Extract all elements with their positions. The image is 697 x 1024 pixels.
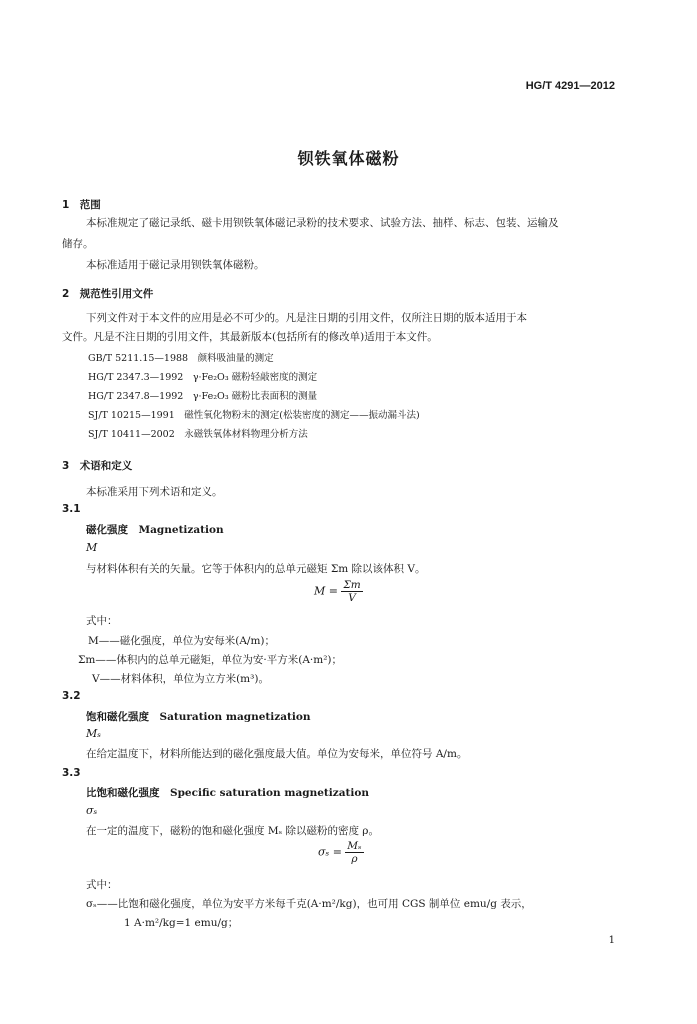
clause-3-1-term: 磁化强度 Magnetization (86, 524, 224, 536)
formula-lhs: σₛ = (318, 845, 342, 859)
clause-3-3-number: 3.3 (62, 767, 81, 779)
normative-reference: GB/T 5211.15—1988 颜料吸油量的测定 (88, 353, 274, 364)
formula-denominator: V (348, 592, 356, 604)
section-1-heading: 1 范围 (62, 199, 101, 211)
formula-magnetization (314, 579, 363, 604)
formula-numerator: Σm (343, 579, 361, 591)
clause-3-1-number: 3.1 (62, 503, 81, 515)
normative-reference: SJ/T 10411—2002 永磁铁氧体材料物理分析方法 (88, 429, 308, 440)
clause-3-3-where-item: σₛ——比饱和磁化强度，单位为安平方米每千克(A·m²/kg)，也可用 CGS 制单位 emu/g 表示， (86, 898, 532, 910)
clause-3-3-where-label: 式中： (86, 879, 118, 891)
section-2-heading: 2 规范性引用文件 (62, 288, 154, 300)
clause-3-1-where-item: V——材料体积，单位为立方米(m³)。 (92, 673, 269, 685)
clause-3-2-number: 3.2 (62, 690, 81, 702)
clause-3-3-symbol: σₛ (86, 804, 98, 817)
clause-3-1-where-item: Σm——体积内的总单元磁矩，单位为安·平方米(A·m²)； (78, 654, 342, 666)
standard-number: HG/T 4291—2012 (525, 80, 615, 92)
formula-fraction (345, 840, 363, 865)
document-title: 钡铁氧体磁粉 (297, 149, 400, 168)
section-1-paragraph-2: 本标准适用于磁记录用钡铁氧体磁粉。 (86, 259, 265, 271)
section-1-paragraph-1-line-1: 本标准规定了磁记录纸、磁卡用钡铁氧体磁记录粉的技术要求、试验方法、抽样、标志、包装、运输及 (86, 217, 559, 229)
clause-3-2-symbol: Mₛ (86, 727, 101, 740)
section-2-paragraph-line-1: 下列文件对于本文件的应用是必不可少的。凡是注日期的引用文件，仅所注日期的版本适用于本 (86, 312, 527, 324)
section-3-intro: 本标准采用下列术语和定义。 (86, 486, 223, 498)
clause-3-1-definition: 与材料体积有关的矢量。它等于体积内的总单元磁矩 Σm 除以该体积 V。 (86, 563, 426, 575)
clause-3-3-definition: 在一定的温度下，磁粉的饱和磁化强度 Mₛ 除以磁粉的密度 ρ。 (86, 825, 379, 837)
formula-numerator: Mₛ (347, 840, 362, 852)
normative-reference: HG/T 2347.8—1992 γ·Fe₂O₃ 磁粉比表面积的测量 (88, 391, 318, 402)
clause-3-1-symbol: M (86, 541, 98, 554)
formula-lhs: M = (314, 584, 338, 598)
normative-reference: SJ/T 10215—1991 磁性氧化物粉末的测定(松装密度的测定——振动漏斗法) (88, 410, 420, 421)
section-2-paragraph-line-2: 文件。凡是不注日期的引用文件，其最新版本(包括所有的修改单)适用于本文件。 (62, 331, 438, 343)
clause-3-2-definition: 在给定温度下，材料所能达到的磁化强度最大值。单位为安每米，单位符号 A/m。 (86, 748, 468, 760)
formula-fraction (341, 579, 362, 604)
clause-3-3-term: 比饱和磁化强度 Specific saturation magnetization (86, 787, 369, 799)
normative-reference: HG/T 2347.3—1992 γ·Fe₂O₃ 磁粉轻敲密度的测定 (88, 372, 318, 383)
page-number: 1 (608, 935, 615, 946)
section-1-paragraph-1-line-2: 储存。 (62, 238, 94, 250)
clause-3-2-term: 饱和磁化强度 Saturation magnetization (86, 711, 311, 723)
clause-3-1-where-item: M——磁化强度，单位为安每米(A/m)； (88, 635, 276, 647)
section-3-heading: 3 术语和定义 (62, 460, 133, 472)
clause-3-1-where-label: 式中： (86, 615, 118, 627)
clause-3-3-where-item: 1 A·m²/kg=1 emu/g； (124, 917, 239, 929)
formula-specific-saturation (318, 840, 364, 865)
formula-denominator: ρ (351, 853, 358, 865)
